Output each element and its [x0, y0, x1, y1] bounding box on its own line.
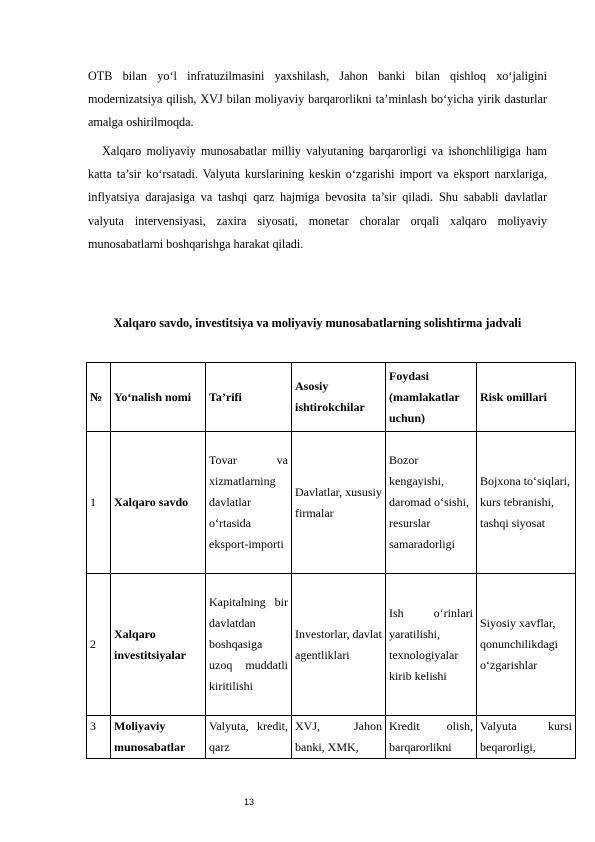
- header-participants: Asosiy ishtirokchilar: [292, 363, 386, 432]
- cell-definition: Kapitalning bir davlatdan boshqasiga uzoq muddatli kiritilishi: [206, 574, 292, 716]
- cell-number: 3: [87, 716, 111, 759]
- cell-direction: Xalqaro investitsiyalar: [111, 574, 206, 716]
- cell-direction: Moliyaviy munosabatlar: [111, 716, 206, 759]
- header-benefits: Foydasi (mamlakatlar uchun): [386, 363, 477, 432]
- paragraph-1: OTB bilan yo‘l infratuzilmasini yaxshilash, Jahon banki bilan qishloq xo‘jaligini modernizatsiya qilish, XVJ bilan moliyaviy barqarorlikni ta’minlash bo‘yicha yirik dasturlar amalga oshirilmoqda.: [88, 69, 547, 130]
- cell-participants: Davlatlar, xususiy firmalar: [292, 432, 386, 574]
- table-title: Xalqaro savdo, investitsiya va moliyaviy munosabatlarning solishtirma jadvali: [113, 316, 522, 330]
- cell-risks: Valyuta kursi beqarorligi,: [477, 716, 576, 759]
- comparison-table: [86, 362, 576, 759]
- cell-number: 2: [87, 574, 111, 716]
- cell-benefits: Kredit olish, barqarorlikni: [386, 716, 477, 759]
- cell-direction: Xalqaro savdo: [111, 432, 206, 574]
- cell-risks: Bojxona to‘siqlari, kurs tebranishi, tashqi siyosat: [477, 432, 576, 574]
- cell-participants: Investorlar, davlat agentliklari: [292, 574, 386, 716]
- cell-benefits: Bozor kengayishi, daromad o‘sishi, resurslar samaradorligi: [386, 432, 477, 574]
- cell-definition: Tovar va xizmatlarning davlatlar o‘rtasida eksport-importi: [206, 432, 292, 574]
- table-row: [87, 716, 576, 759]
- page-number: 13: [244, 797, 255, 807]
- cell-definition: Valyuta, kredit, qarz: [206, 716, 292, 759]
- header-risks: Risk omillari: [477, 363, 576, 432]
- header-direction: Yo‘nalish nomi: [111, 363, 206, 432]
- cell-number: 1: [87, 432, 111, 574]
- header-number: №: [87, 363, 111, 432]
- cell-risks: Siyosiy xavflar, qonunchilikdagi o‘zgarishlar: [477, 574, 576, 716]
- table-header-row: [87, 363, 576, 432]
- paragraph-2: Xalqaro moliyaviy munosabatlar milliy valyutaning barqarorligi va ishonchliligiga ham katta ta’sir ko‘rsatadi. Valyuta kurslarining keskin o‘zgarishi import va eksport narxlariga, inflyatsiya darajasiga va tashqi qarz hajmiga bevosita ta’sir qiladi. Shu sababli davlatlar valyuta intervensiyasi, zaxira siyosati, monetar choralar orqali xalqaro moliyaviy munosabatlarni boshqarishga harakat qiladi.: [88, 144, 547, 251]
- cell-benefits: Ish o‘rinlari yaratilishi, texnologiyalar kirib kelishi: [386, 574, 477, 716]
- cell-participants: XVJ, Jahon banki, XMK,: [292, 716, 386, 759]
- header-definition: Ta’rifi: [206, 363, 292, 432]
- table-row: [87, 574, 576, 716]
- table-row: [87, 432, 576, 574]
